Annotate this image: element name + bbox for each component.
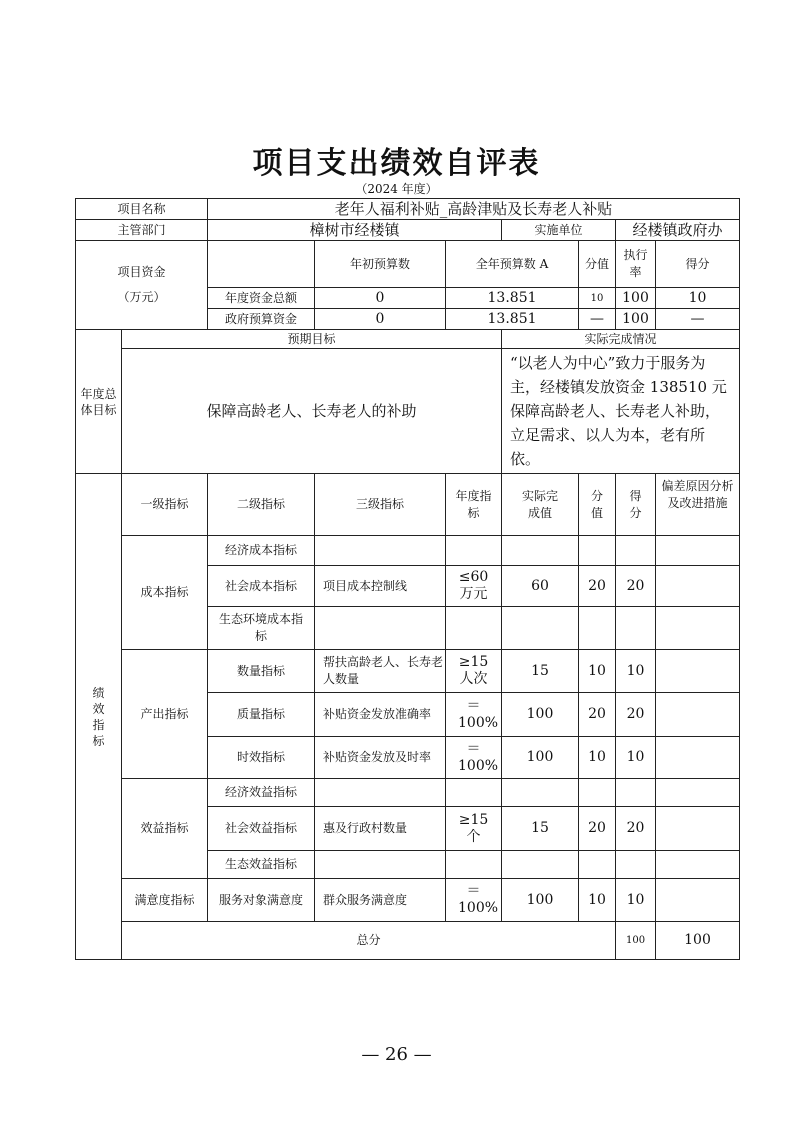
project-name-label: 项目名称: [76, 199, 208, 220]
goals-label: 年度总体目标: [76, 330, 122, 474]
indicators-label: [76, 474, 122, 960]
page-title: 项目支出绩效自评表: [252, 146, 541, 181]
funds-row-name: 政府预算资金: [208, 309, 315, 330]
output-row-quantity: [76, 650, 740, 693]
funds-header-points: 分值: [579, 241, 616, 288]
satisfaction-deviation: [656, 879, 740, 922]
satisfaction-l3: 群众服务满意度: [315, 879, 446, 922]
output-quantity-label: 数量指标: [208, 650, 315, 693]
funds-header-rate: 执行率: [616, 241, 656, 288]
output-timeliness-points: 10: [579, 737, 616, 779]
output-timeliness-l3: 补贴资金发放及时率: [315, 737, 446, 779]
project-row: [76, 199, 740, 220]
output-quantity-target: ≥15人次: [446, 650, 502, 693]
output-quantity-points: 10: [579, 650, 616, 693]
satisfaction-l2: 服务对象满意度: [208, 879, 315, 922]
header-deviation: 偏差原因分析及改进措施: [656, 474, 740, 536]
satisfaction-row: [76, 879, 740, 922]
cost-indicator-label: 成本指标: [122, 536, 208, 650]
expected-goal-text: 保障高龄老人、长寿老人的补助: [122, 349, 502, 474]
funds-initial-value: 0: [315, 309, 446, 330]
output-indicator-label: 产出指标: [122, 650, 208, 779]
benefit-social-label: 社会效益指标: [208, 807, 315, 851]
output-timeliness-label: 时效指标: [208, 737, 315, 779]
benefit-social-target: ≥15个: [446, 807, 502, 851]
total-score: 100: [656, 922, 740, 960]
funds-annual-value: 13.851: [446, 309, 579, 330]
funds-header-annual: 全年预算数 A: [446, 241, 579, 288]
benefit-social-deviation: [656, 807, 740, 851]
funds-score-value: 10: [656, 288, 740, 309]
funds-row-name: 年度资金总额: [208, 288, 315, 309]
output-quality-points: 20: [579, 693, 616, 737]
output-quality-l3: 补贴资金发放准确率: [315, 693, 446, 737]
report-year: （2024 年度）: [355, 182, 438, 196]
output-quality-label: 质量指标: [208, 693, 315, 737]
header-target: 年度指标: [446, 474, 502, 536]
output-quality-score: 20: [616, 693, 656, 737]
output-timeliness-deviation: [656, 737, 740, 779]
funds-rate-value: 100: [616, 288, 656, 309]
funds-header-initial: 年初预算数: [315, 241, 446, 288]
header-points: 分值: [579, 474, 616, 536]
project-name-value: 老年人福利补贴_高龄津贴及长寿老人补贴: [208, 199, 740, 220]
header-level3: 三级指标: [315, 474, 446, 536]
impl-unit-value: 经楼镇政府办: [616, 220, 740, 241]
header-level1: 一级指标: [122, 474, 208, 536]
header-actual: 实际完成值: [502, 474, 579, 536]
output-quantity-score: 10: [616, 650, 656, 693]
benefit-row-economic: [76, 779, 740, 807]
output-timeliness-target: ＝100%: [446, 737, 502, 779]
cost-eco-label: 生态环境成本指标: [208, 607, 315, 650]
dept-label: 主管部门: [76, 220, 208, 241]
funds-points-value: 10: [579, 288, 616, 309]
funds-header-blank: [208, 241, 315, 288]
dept-row: [76, 220, 740, 241]
impl-unit-label: 实施单位: [502, 220, 616, 241]
output-quantity-deviation: [656, 650, 740, 693]
total-row: [76, 922, 740, 960]
cost-social-label: 社会成本指标: [208, 566, 315, 607]
output-quantity-l3: 帮扶高龄老人、长寿老人数量: [315, 650, 446, 693]
actual-goal-text: “以老人为中心”致力于服务为主，经楼镇发放资金 138510 元保障高龄老人、长寿老人补助，立足需求、以人为本，老有所依。: [502, 349, 740, 474]
funds-label-line1: 项目资金: [117, 265, 166, 279]
cost-social-score: 20: [616, 566, 656, 607]
indicator-header-row: [76, 474, 740, 536]
funds-header-row: [76, 241, 740, 288]
cost-social-target: ≤60万元: [446, 566, 502, 607]
performance-table: [75, 198, 740, 960]
funds-initial-value: 0: [315, 288, 446, 309]
funds-rate-value: 100: [616, 309, 656, 330]
output-timeliness-actual: 100: [502, 737, 579, 779]
cost-social-deviation: [656, 566, 740, 607]
output-quantity-actual: 15: [502, 650, 579, 693]
benefit-eco-label: 生态效益指标: [208, 851, 315, 879]
output-quality-actual: 100: [502, 693, 579, 737]
output-quality-target: ＝100%: [446, 693, 502, 737]
cost-economic-label: 经济成本指标: [208, 536, 315, 566]
output-quality-deviation: [656, 693, 740, 737]
benefit-economic-label: 经济效益指标: [208, 779, 315, 807]
cost-row-economic: [76, 536, 740, 566]
header-score: 得分: [616, 474, 656, 536]
indicators-label-text: 绩效指标: [92, 685, 105, 748]
cost-social-l3: 项目成本控制线: [315, 566, 446, 607]
goals-content-row: [76, 349, 740, 474]
total-label: 总分: [122, 922, 616, 960]
funds-label-line2: （万元）: [117, 290, 166, 304]
funds-header-score: 得分: [656, 241, 740, 288]
benefit-social-actual: 15: [502, 807, 579, 851]
dept-value: 樟树市经楼镇: [208, 220, 502, 241]
cost-social-points: 20: [579, 566, 616, 607]
total-points: 100: [616, 922, 656, 960]
cost-social-actual: 60: [502, 566, 579, 607]
funds-label: [76, 241, 208, 330]
satisfaction-target: ＝100%: [446, 879, 502, 922]
funds-score-value: —: [656, 309, 740, 330]
funds-points-value: —: [579, 309, 616, 330]
benefit-social-score: 20: [616, 807, 656, 851]
page-number: — 26 —: [361, 1044, 432, 1065]
satisfaction-actual: 100: [502, 879, 579, 922]
actual-goal-header: 实际完成情况: [502, 330, 740, 349]
header-level2: 二级指标: [208, 474, 315, 536]
expected-goal-header: 预期目标: [122, 330, 502, 349]
funds-annual-value: 13.851: [446, 288, 579, 309]
satisfaction-points: 10: [579, 879, 616, 922]
benefit-social-l3: 惠及行政村数量: [315, 807, 446, 851]
satisfaction-score: 10: [616, 879, 656, 922]
goals-header-row: [76, 330, 740, 349]
satisfaction-indicator-label: 满意度指标: [122, 879, 208, 922]
benefit-indicator-label: 效益指标: [122, 779, 208, 879]
benefit-social-points: 20: [579, 807, 616, 851]
output-timeliness-score: 10: [616, 737, 656, 779]
